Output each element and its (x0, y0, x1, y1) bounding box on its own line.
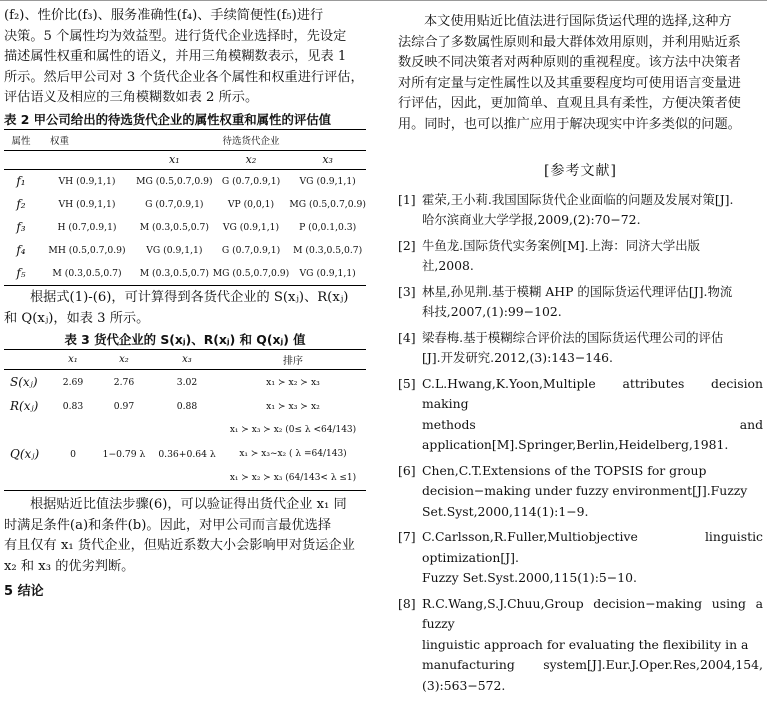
table-row (4, 394, 366, 418)
table2-cell: G (0.7,0.9,1) (145, 198, 204, 210)
reference-line: C.Carlsson,R.Fuller,Multiobjective linguistic optimization[J]. (422, 529, 763, 565)
table2 (4, 129, 366, 286)
table2-cell: VH (0.9,1,1) (58, 175, 116, 187)
table2-cell: f₁ (16, 174, 26, 189)
reference-number: [2] (398, 237, 416, 253)
table-row (4, 193, 366, 216)
table2-cell: VG (0.9,1,1) (222, 221, 280, 233)
table3-cell: 1−0.79 λ (102, 448, 146, 460)
text-line: 时满足条件(a)和条件(b)。因此，对甲公司而言最优选择 (4, 517, 332, 533)
reference-number: [5] (398, 375, 416, 391)
table3 (4, 349, 366, 491)
table3-caption: 表 3 货代企业的 S(xⱼ)、R(xⱼ) 和 Q(xⱼ) 值 (64, 332, 306, 348)
table3-cell: S(xⱼ) (10, 375, 38, 390)
reference-line: decision−making under fuzzy environment[J].Fuzzy (422, 483, 748, 499)
reference-item (398, 282, 763, 323)
reference-line: 梁春梅.基于模糊综合评价法的国际货运代理公司的评估 (422, 329, 724, 345)
table2-cell: G (0.7,0.9,1) (221, 244, 281, 256)
text-line: 法综合了多数属性原则和最大群体效用原则，并利用贴近系 (398, 34, 741, 50)
table2-subhead-empty (38, 150, 136, 169)
reference-number: [6] (398, 462, 416, 478)
table3-head-x2: x₂ (94, 350, 154, 370)
reference-text (422, 461, 763, 523)
text-line: 数反映不同决策者对两种原则的重视程度。该方法中决策者 (398, 55, 741, 71)
reference-line: 社,2008. (422, 258, 474, 274)
reference-line: [J].开发研究.2012,(3):143−146. (422, 350, 613, 366)
reference-text (422, 374, 763, 456)
table2-cell: f₃ (16, 220, 26, 235)
table2-cell: VH (0.9,1,1) (58, 198, 116, 210)
text-line: x₂ 和 x₃ 的优劣判断。 (4, 558, 135, 574)
table2-subhead-x3: x₃ (289, 150, 366, 169)
reference-text (422, 328, 763, 369)
table2-subhead-x1: x₁ (136, 150, 213, 169)
table2-cell: MG (0.5,0.7,0.9) (212, 267, 290, 279)
table-row (4, 262, 366, 286)
text-line: 所示。然后甲公司对 3 个货代企业各个属性和权重进行评估， (4, 69, 364, 85)
reference-line: manufacturing system[J].Eur.J.Oper.Res,2004,154,(3):563−572. (422, 657, 763, 693)
text-line: 描述属性权重和属性的语义，并用三角模糊数表示，见表 1 (4, 49, 347, 65)
reference-number: [7] (398, 529, 416, 545)
table3-cell: 2.76 (113, 376, 135, 388)
reference-line: 哈尔滨商业大学学报,2009,(2):70−72. (422, 212, 641, 228)
table2-cell: MG (0.5,0.7,0.9) (289, 198, 366, 210)
table3-cell: 0.83 (62, 400, 84, 412)
left-column (4, 6, 366, 599)
table2-head-weight: 权重 (38, 129, 136, 150)
table2-subhead-empty (4, 150, 38, 169)
table3-cell: R(xⱼ) (10, 399, 39, 414)
reference-item (398, 527, 763, 589)
table2-cell: f₄ (16, 243, 26, 258)
text-line: 行评估，因此，更加简单、直观且具有柔性，方便决策者使 (398, 96, 741, 112)
table2-head-candidates: 待选货代企业 (136, 129, 366, 150)
reference-line: R.C.Wang,S.J.Chuu,Group decision−making using a fuzzy (422, 595, 763, 632)
reference-item (398, 328, 763, 369)
top-rule (0, 0, 767, 1)
table3-cell: 0.36+0.64 λ (158, 448, 216, 460)
paragraph-compute (4, 288, 366, 329)
table3-cell: x₁ ≻ x₃ ≻ x₂ (266, 400, 320, 412)
table2-cell: f₅ (16, 266, 26, 281)
table3-head-x1: x₁ (52, 350, 94, 370)
rank-line: x₁ ≻ x₃~x₂ ( λ =64/143) (239, 449, 347, 460)
text-line: 对所有定量与定性属性以及其重要程度均可使用语言变量进 (398, 75, 741, 91)
table2-cell: H (0.7,0.9,1) (57, 221, 117, 233)
reference-line: Fuzzy Set.Syst.2000,115(1):5−10. (422, 570, 637, 586)
table2-cell: P (0,0.1,0.3) (299, 221, 357, 233)
reference-number: [8] (398, 595, 416, 611)
table3-cell: 2.69 (62, 376, 84, 388)
text-line: 决策。5 个属性均为效益型。进行货代企业选择时，先设定 (4, 28, 347, 44)
reference-item (398, 461, 763, 523)
reference-text (422, 527, 763, 589)
reference-item (398, 594, 763, 697)
reference-list (398, 190, 763, 697)
table3-head-x3: x₃ (154, 350, 220, 370)
reference-text (422, 190, 763, 231)
table3-cell: 3.02 (176, 376, 198, 388)
table3-cell: x₁ ≻ x₂ ≻ x₃ (266, 376, 320, 388)
table3-head-rank: 排序 (220, 350, 366, 370)
rank-line: x₁ ≻ x₃ ≻ x₂ (0≤ λ <64/143) (229, 425, 357, 436)
reference-text (422, 594, 763, 697)
text-line: 评估语义及相应的三角模糊数如表 2 所示。 (4, 90, 259, 106)
paragraph-verify (4, 495, 366, 577)
reference-line: 牛鱼龙.国际货代实务案例[M].上海：同济大学出版 (422, 237, 701, 253)
table-row (4, 216, 366, 239)
table2-cell: f₂ (16, 197, 26, 212)
reference-text (422, 282, 763, 323)
text-line: 有且仅有 x₁ 货代企业，但贴近系数大小会影响甲对货运企业 (4, 538, 355, 554)
text-line: 和 Q(xⱼ)，如表 3 所示。 (4, 310, 150, 326)
reference-number: [3] (398, 283, 416, 299)
table2-head-attr: 属性 (4, 129, 38, 150)
table3-cell: Q(xⱼ) (10, 447, 40, 462)
table-row (4, 370, 366, 395)
table3-rank-cell (220, 418, 366, 491)
right-column (398, 6, 763, 701)
reference-number: [4] (398, 329, 416, 345)
text-line: 本文使用贴近比值法进行国际货运代理的选择,这种方 (424, 14, 732, 29)
text-line: (f₂)、性价比(f₃)、服务准确性(f₄)、手续简便性(f₅)进行 (4, 8, 324, 23)
table2-cell: G (0.7,0.9,1) (221, 175, 281, 187)
section-heading: 5 结论 (4, 583, 44, 599)
table2-caption: 表 2 甲公司给出的待选货代企业的属性权重和属性的评估值 (4, 111, 332, 127)
paragraph-criteria (4, 6, 366, 109)
reference-text (422, 236, 763, 277)
table3-cell: 0.88 (176, 400, 198, 412)
table3-head-blank (4, 350, 52, 370)
table2-cell: M (0.3,0.5,0.7) (139, 267, 209, 279)
reference-line: linguistic approach for evaluating the flexibility in a (422, 636, 749, 652)
table2-cell: VG (0.9,1,1) (299, 175, 356, 187)
reference-line: Set.Syst,2000,114(1):1−9. (422, 503, 589, 519)
reference-item (398, 190, 763, 231)
reference-line: methods and application[M].Springer,Berlin,Heidelberg,1981. (422, 416, 763, 453)
reference-line: Chen,C.T.Extensions of the TOPSIS for group (422, 462, 707, 478)
table3-cell: 0.97 (113, 400, 135, 412)
reference-item (398, 374, 763, 456)
paragraph-conclusion (398, 12, 763, 136)
table2-cell: VG (0.9,1,1) (299, 267, 356, 279)
reference-line: 科技,2007,(1):99−102. (422, 304, 562, 320)
table3-cell: 0 (70, 448, 76, 460)
table2-cell: VG (0.9,1,1) (146, 244, 203, 256)
reference-line: C.L.Hwang,K.Yoon,Multiple attributes decision making (422, 375, 763, 412)
text-line: 用。同时，也可以推广应用于解决现实中许多类似的问题。 (398, 116, 741, 132)
table-row (4, 239, 366, 262)
reference-number: [1] (398, 191, 416, 207)
table2-cell: M (0.3,0.5,0.7) (52, 267, 122, 279)
table-row (4, 169, 366, 193)
table-row (4, 418, 366, 491)
table2-subhead-x2: x₂ (213, 150, 290, 169)
reference-line: 霍荣,王小莉.我国国际货代企业面临的问题及发展对策[J]. (422, 191, 734, 207)
text-line: 根据式(1)-(6)，可计算得到各货代企业的 S(xⱼ)、R(xⱼ) (30, 289, 349, 305)
rank-line: x₁ ≻ x₂ ≻ x₃ (64/143< λ ≤1) (229, 473, 357, 484)
references-heading: [参考文献] (544, 162, 617, 179)
reference-item (398, 236, 763, 277)
table2-cell: MH (0.5,0.7,0.9) (48, 244, 126, 256)
table2-cell: M (0.3,0.5,0.7) (139, 221, 209, 233)
reference-line: 林星,孙见荆.基于模糊 AHP 的国际货运代理评估[J].物流 (422, 283, 733, 299)
text-line: 根据贴近比值法步骤(6)，可以验证得出货代企业 x₁ 同 (30, 497, 347, 513)
table2-cell: MG (0.5,0.7,0.9) (136, 175, 213, 187)
table2-cell: VP (0,0,1) (227, 198, 275, 210)
table2-cell: M (0.3,0.5,0.7) (293, 244, 363, 256)
